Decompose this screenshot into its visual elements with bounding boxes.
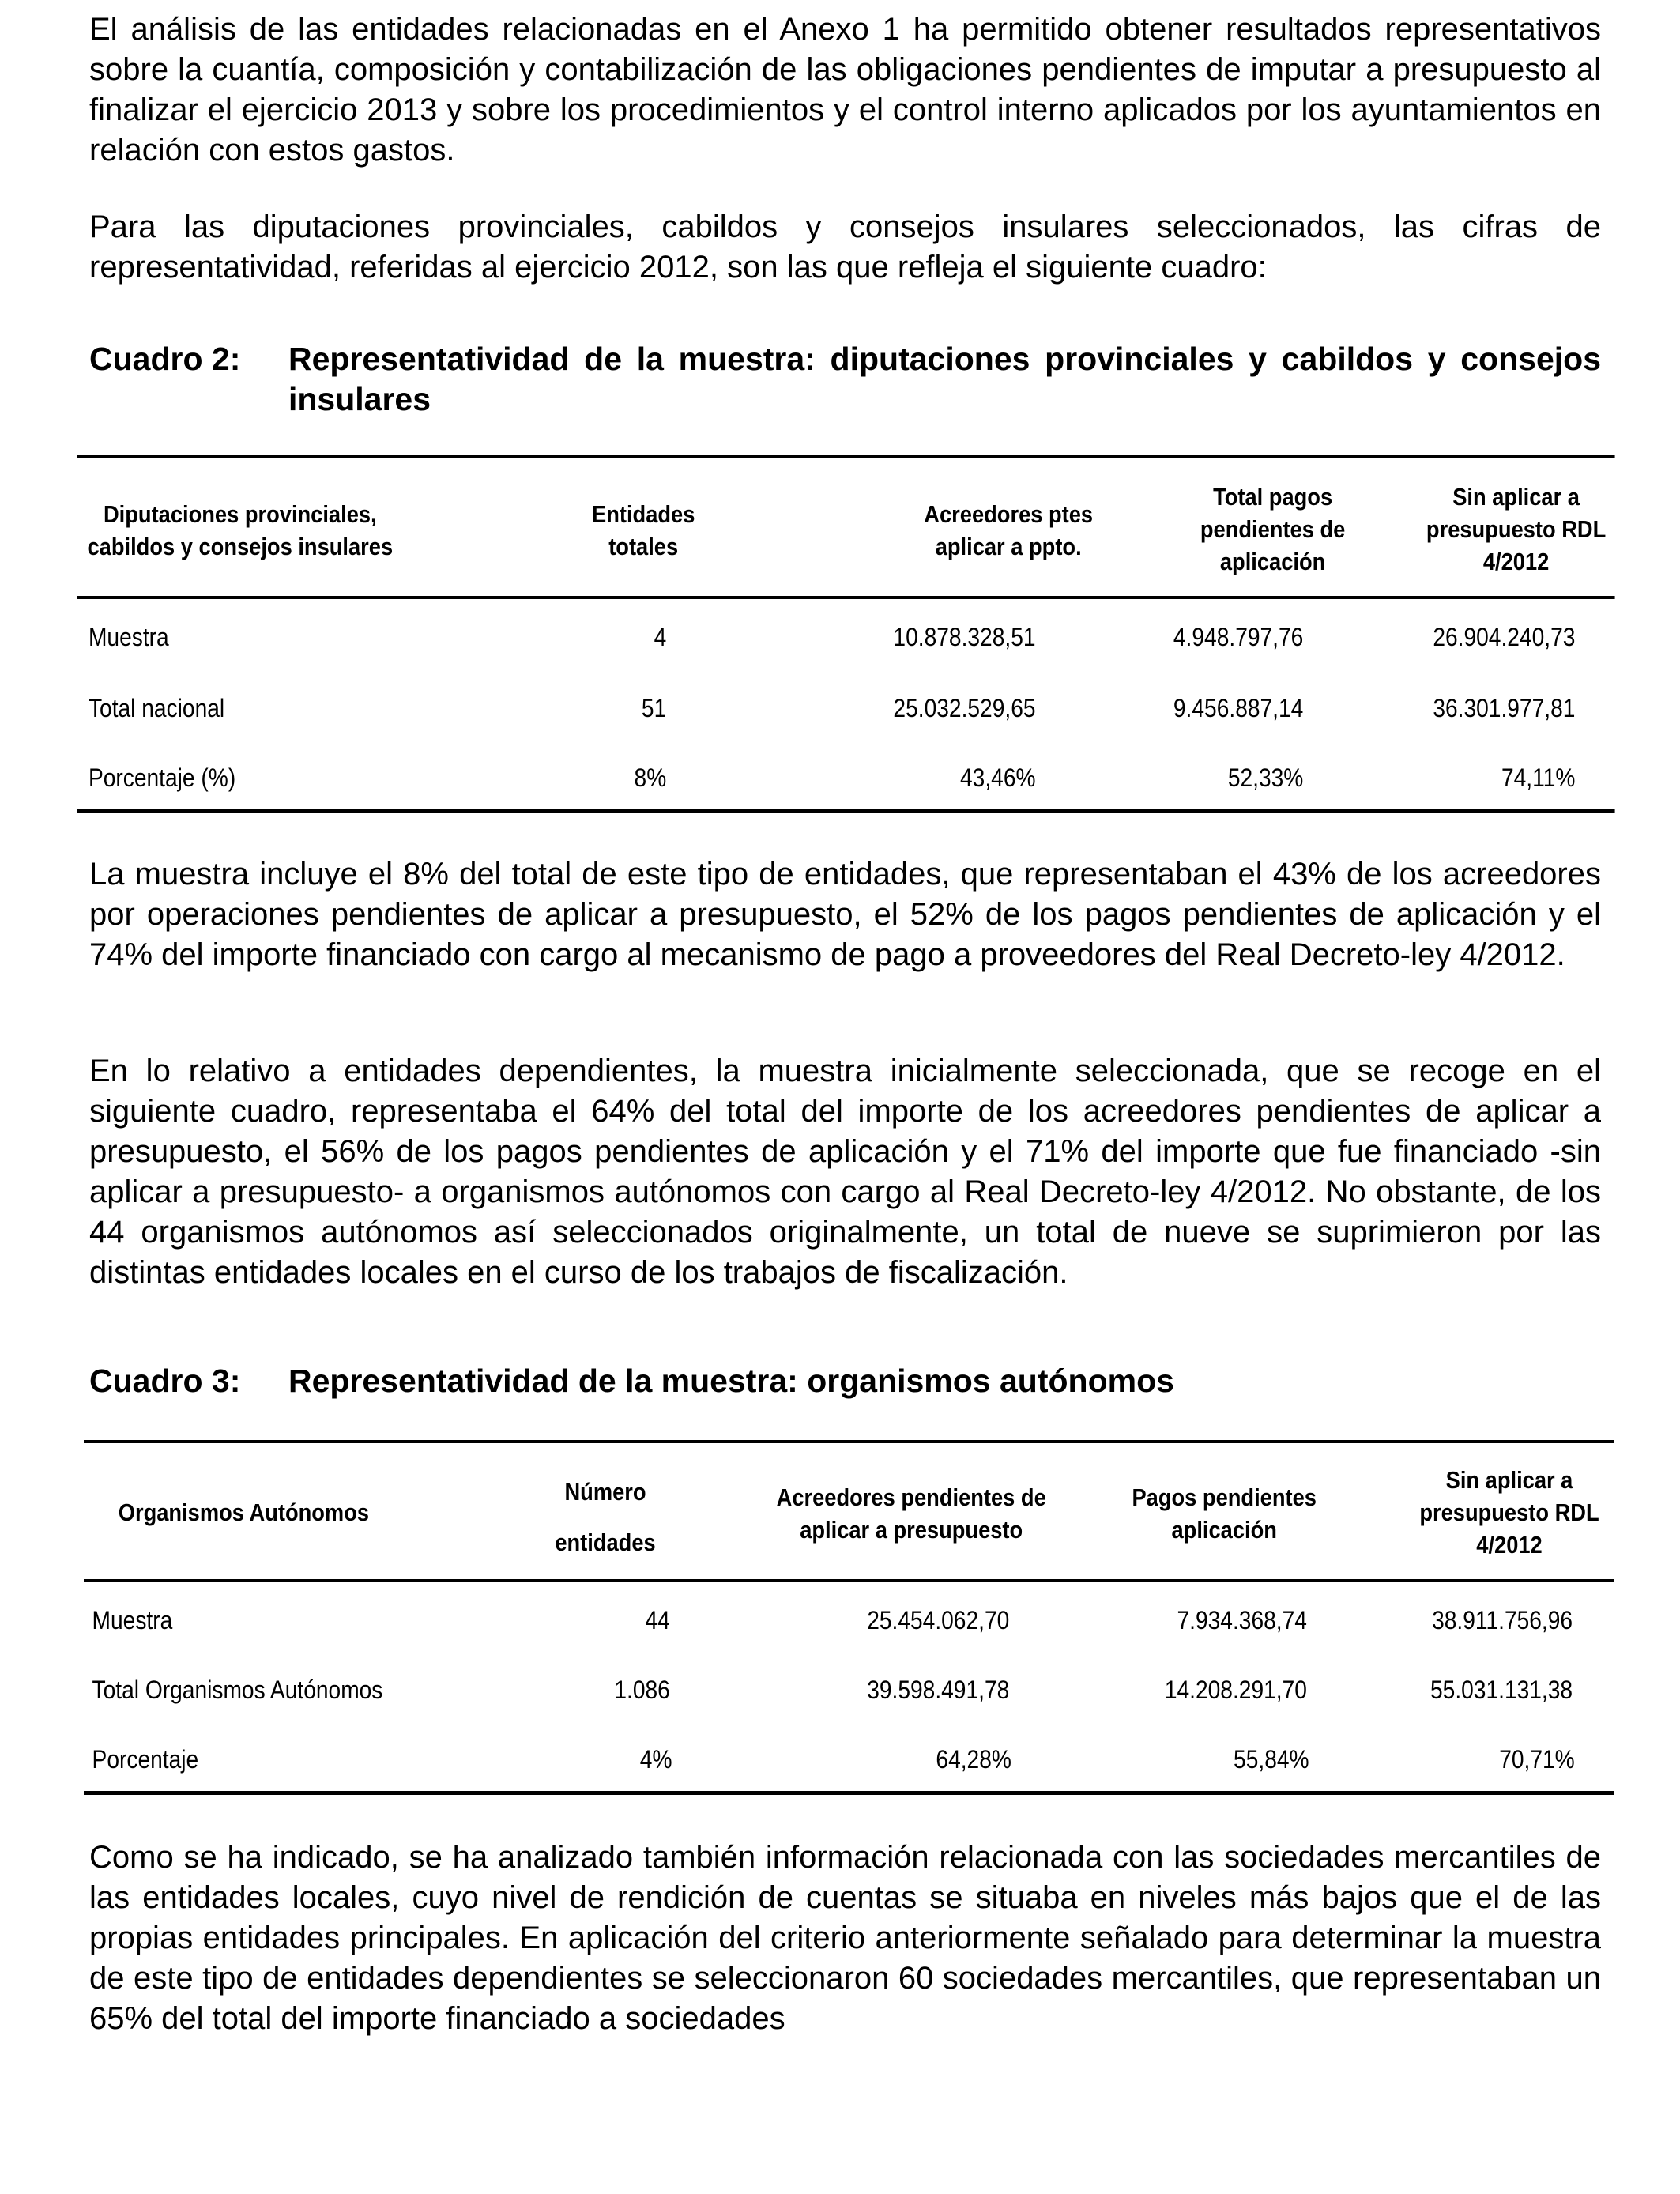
- row-muestra-acreedores: 25.454.062,70: [867, 1606, 1010, 1634]
- header-diputaciones: Diputaciones provinciales, cabildos y consejos insulares: [87, 500, 394, 560]
- paragraph-muestra-incluye: La muestra incluye el 8% del total de este tipo de entidades, que representaban el 43% de los acreedores por operaciones pendientes de aplicar a presupuesto, el 52% de los pagos pendientes de aplicación y el 74% del importe financiado con cargo al mecanismo de pago a proveedores del Real Decreto-ley 4/2012.: [89, 857, 1601, 972]
- row-porcentaje-label: Porcentaje: [92, 1745, 199, 1774]
- table-top-rule: [84, 1440, 1614, 1443]
- table-header-rule: [77, 596, 1615, 599]
- row-porcentaje-sin-aplicar: 74,11%: [1501, 763, 1576, 792]
- row-muestra-entidades: 4: [654, 623, 667, 651]
- row-porcentaje-pagos: 55,84%: [1234, 1745, 1309, 1774]
- cuadro-2-number: Cuadro 2:: [89, 341, 241, 377]
- table-bottom-rule: [84, 1791, 1614, 1795]
- row-porcentaje-acreedores: 43,46%: [960, 763, 1036, 792]
- row-muestra-sin-aplicar: 26.904.240,73: [1433, 623, 1576, 651]
- row-porcentaje-label: Porcentaje (%): [88, 763, 236, 792]
- row-muestra-label: Muestra: [92, 1606, 173, 1634]
- header-numero-entidades: Número entidades: [555, 1478, 656, 1556]
- header-entidades-totales: Entidades totales: [592, 500, 695, 560]
- row-total-entidades: 51: [641, 694, 667, 722]
- row-muestra-sin-aplicar: 38.911.756,96: [1432, 1606, 1573, 1634]
- cuadro-3-number: Cuadro 3:: [89, 1363, 241, 1399]
- cuadro-3-table: [84, 1440, 1614, 1796]
- row-porcentaje-entidades: 8%: [634, 763, 667, 792]
- header-sin-aplicar: Sin aplicar a presupuesto RDL 4/2012: [1419, 1466, 1599, 1559]
- row-total-label: Total nacional: [88, 694, 225, 722]
- cuadro-3-title: Representatividad de la muestra: organismos autónomos: [288, 1363, 1174, 1399]
- cuadro-2-caption: [89, 339, 1601, 422]
- row-total-acreedores: 39.598.491,78: [867, 1676, 1010, 1704]
- row-porcentaje-entidades: 4%: [639, 1745, 672, 1774]
- row-porcentaje-pagos: 52,33%: [1227, 763, 1304, 792]
- row-total-sin-aplicar: 36.301.977,81: [1433, 694, 1576, 722]
- header-acreedores: Acreedores ptes aplicar a ppto.: [924, 500, 1094, 560]
- row-total-acreedores: 25.032.529,65: [893, 694, 1036, 722]
- paragraph-analisis-entidades: El análisis de las entidades relacionadas en el Anexo 1 ha permitido obtener resultados representativos sobre la cuantía, composición y contabilización de las obligaciones pendientes de imputar a presupuesto al finalizar el ejercicio 2013 y sobre los procedimientos y el control interno aplicados por los ayuntamientos en relación con estos gastos.: [89, 12, 1601, 168]
- header-pagos-pendientes: Pagos pendientes aplicación: [1132, 1483, 1317, 1544]
- header-acreedores-pendientes: Acreedores pendientes de aplicar a presupuesto: [776, 1483, 1046, 1544]
- header-organismos: Organismos Autónomos: [118, 1498, 370, 1526]
- paragraph-sociedades-mercantiles: Como se ha indicado, se ha analizado también información relacionada con las sociedades mercantiles de las entidades locales, cuyo nivel de rendición de cuentas se situaba en niveles más bajos que el de las propias entidades principales. En aplicación del criterio anteriormente señalado para determinar la muestra de este tipo de entidades dependientes se seleccionaron 60 sociedades mercantiles, que representaban un 65% del total del importe financiado a sociedades: [89, 1840, 1601, 2036]
- cuadro-2-table: [77, 455, 1615, 815]
- row-muestra-pagos: 7.934.368,74: [1177, 1606, 1307, 1634]
- row-porcentaje-sin-aplicar: 70,71%: [1499, 1745, 1575, 1774]
- header-sin-aplicar: Sin aplicar a presupuesto RDL 4/2012: [1426, 483, 1607, 575]
- paragraph-diputaciones-intro: Para las diputaciones provinciales, cabildos y consejos insulares seleccionados, las cifras de representatividad, referidas al ejercicio 2012, son las que refleja el siguiente cuadro:: [89, 209, 1601, 285]
- row-total-pagos: 9.456.887,14: [1173, 694, 1304, 722]
- row-muestra-pagos: 4.948.797,76: [1173, 623, 1304, 651]
- row-total-entidades: 1.086: [614, 1676, 670, 1704]
- table-bottom-rule: [77, 809, 1615, 813]
- table-top-rule: [77, 455, 1615, 458]
- cuadro-3-caption: [89, 1361, 1601, 1404]
- row-porcentaje-acreedores: 64,28%: [936, 1745, 1011, 1774]
- paragraph-entidades-dependientes: En lo relativo a entidades dependientes, la muestra inicialmente seleccionada, que se recoge en el siguiente cuadro, representaba el 64% del total del importe de los acreedores pendientes de aplicar a presupuesto, el 56% de los pagos pendientes de aplicación y el 71% del importe que fue financiado -sin aplicar a presupuesto- a organismos autónomos con cargo al Real Decreto-ley 4/2012. No obstante, de los 44 organismos autónomos así seleccionados originalmente, un total de nueve se suprimieron por las distintas entidades locales en el curso de los trabajos de fiscalización.: [89, 1054, 1601, 1290]
- header-total-pagos: Total pagos pendientes de aplicación: [1200, 483, 1346, 575]
- cuadro-2-title: Representatividad de la muestra: diputaciones provinciales y cabildos y consejos insulares: [288, 341, 1601, 417]
- row-total-pagos: 14.208.291,70: [1164, 1676, 1307, 1704]
- row-muestra-acreedores: 10.878.328,51: [893, 623, 1036, 651]
- row-total-label: Total Organismos Autónomos: [92, 1676, 383, 1704]
- row-muestra-entidades: 44: [645, 1606, 670, 1634]
- row-total-sin-aplicar: 55.031.131,38: [1430, 1676, 1573, 1704]
- row-muestra-label: Muestra: [88, 623, 169, 651]
- table-header-rule: [84, 1579, 1614, 1582]
